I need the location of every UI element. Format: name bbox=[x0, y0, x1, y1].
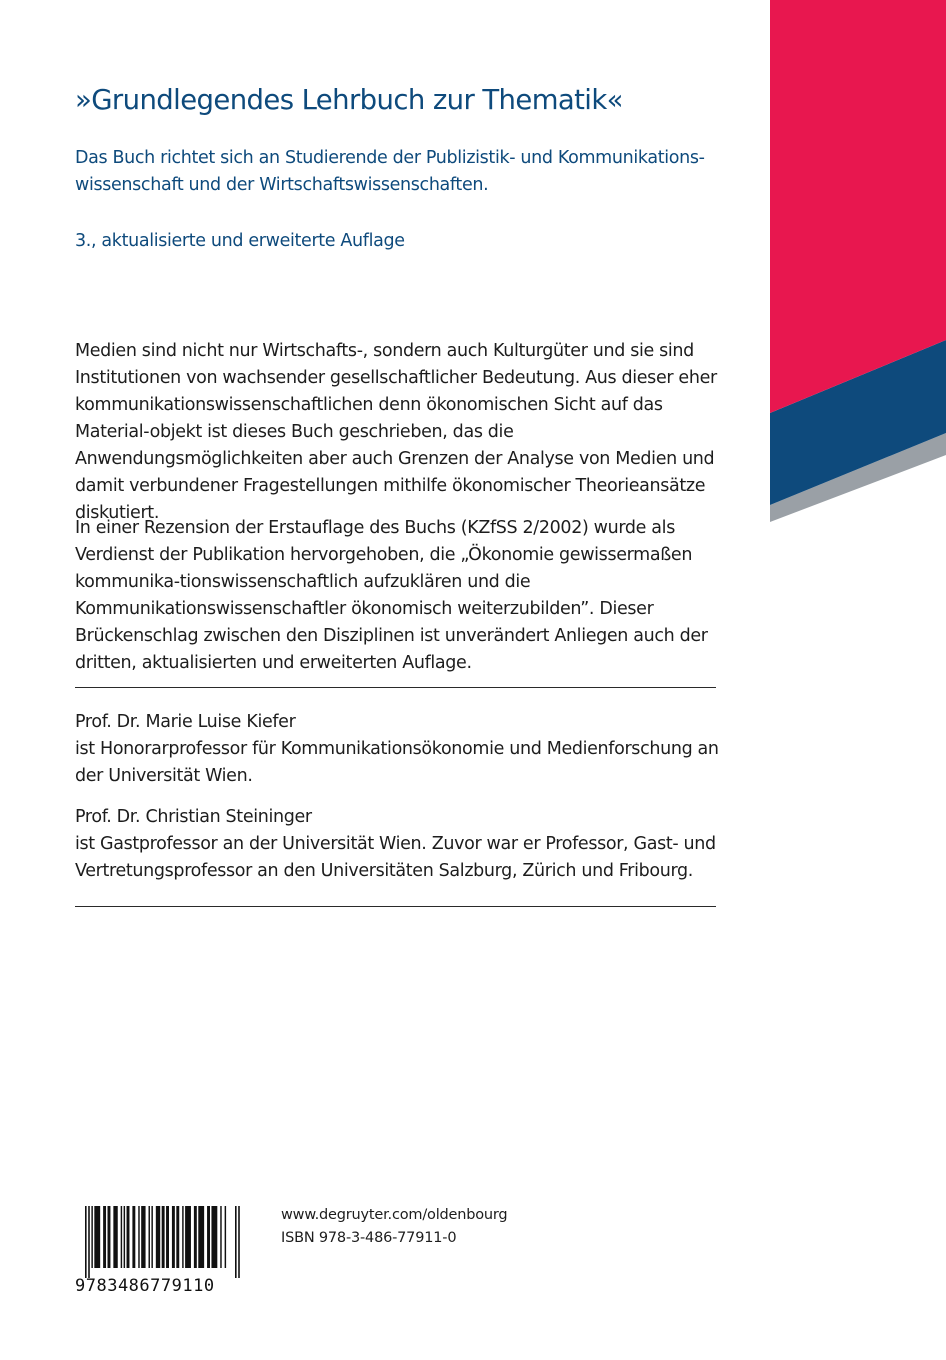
author-name: Prof. Dr. Christian Steininger bbox=[75, 807, 312, 827]
barcode-bar bbox=[91, 1206, 92, 1268]
page-title: »Grundlegendes Lehrbuch zur Thematik« bbox=[75, 84, 623, 116]
barcode-bar bbox=[138, 1206, 139, 1268]
barcode-bar bbox=[103, 1206, 106, 1268]
barcode-bar bbox=[172, 1206, 175, 1268]
barcode-bar bbox=[198, 1206, 204, 1268]
barcode-guard-bar bbox=[238, 1206, 240, 1278]
barcode-bar bbox=[225, 1206, 226, 1268]
publisher-info bbox=[281, 1204, 507, 1250]
barcode-bar bbox=[162, 1206, 165, 1268]
barcode-bar bbox=[176, 1206, 179, 1268]
barcode-bar bbox=[121, 1206, 122, 1268]
author-block-1 bbox=[75, 709, 720, 790]
author-bio: ist Gastprofessor an der Universität Wien. Zuvor war er Professor, Gast- und Vertretungsprofessor an den Universitäten Salzburg, Zürich und Fribourg. bbox=[75, 834, 716, 881]
barcode-bar bbox=[148, 1206, 149, 1268]
barcode-bar bbox=[141, 1206, 145, 1268]
barcode-bar bbox=[207, 1206, 210, 1268]
intro-line-2: wissenschaft und der Wirtschaftswissenschaften. bbox=[75, 175, 489, 195]
author-bio: ist Honorarprofessor für Kommunikationsökonomie und Medienforschung an der Universität Wien. bbox=[75, 739, 719, 786]
barcode-bar bbox=[94, 1206, 100, 1268]
cover-stripe-decoration bbox=[770, 0, 946, 530]
barcode-bar bbox=[151, 1206, 152, 1268]
barcode bbox=[75, 1206, 241, 1302]
barcode-bar bbox=[156, 1206, 160, 1268]
barcode-bar bbox=[220, 1206, 221, 1268]
barcode-bar bbox=[166, 1206, 169, 1268]
barcode-bar bbox=[211, 1206, 217, 1268]
intro-line-1: Das Buch richtet sich an Studierende der Publizistik- und Kommunikations- bbox=[75, 148, 705, 168]
author-name: Prof. Dr. Marie Luise Kiefer bbox=[75, 712, 296, 732]
barcode-bar bbox=[127, 1206, 130, 1268]
barcode-bar bbox=[132, 1206, 135, 1268]
description-paragraph-1: Medien sind nicht nur Wirtschafts-, sondern auch Kulturgüter und sie sind Institutionen von wachsender gesellschaftlicher Bedeutung. Aus dieser eher kommunikationswissenschaftlichen denn ökonomischen Sicht auf das Material-objekt ist dieses Buch geschrieben, das die Anwendungsmöglichkeiten aber auch Grenzen der Analyse von Medien und damit verbundener Fragestellungen mithilfe ökonomischer Theorieansätze diskutiert. bbox=[75, 341, 717, 523]
barcode-bar bbox=[185, 1206, 191, 1268]
barcode-bar bbox=[124, 1206, 125, 1268]
intro-text bbox=[75, 145, 715, 199]
edition-note: 3., aktualisierte und erweiterte Auflage bbox=[75, 231, 405, 251]
publisher-url: www.degruyter.com/oldenbourg bbox=[281, 1207, 508, 1223]
divider bbox=[75, 687, 716, 688]
barcode-icon bbox=[75, 1206, 241, 1278]
barcode-guard-bar bbox=[85, 1206, 87, 1278]
barcode-bar bbox=[108, 1206, 111, 1268]
divider bbox=[75, 906, 716, 907]
barcode-bar bbox=[194, 1206, 197, 1268]
barcode-digits: 9783486779110 bbox=[75, 1276, 215, 1296]
description-paragraph-2: In einer Rezension der Erstauflage des Buchs (KZfSS 2/2002) wurde als Verdienst der Publikation hervorgehoben, die „Ökonomie gewissermaßen kommunika-tionswissenschaftlich aufzuklären und die Kommunikationswissenschaftler ökonomisch weiterzubilden”. Dieser Brückenschlag zwischen den Disziplinen ist unverändert Anliegen auch der dritten, aktualisierten und erweiterten Auflage. bbox=[75, 518, 708, 673]
barcode-bar bbox=[182, 1206, 183, 1268]
barcode-guard-bar bbox=[88, 1206, 90, 1278]
author-block-2 bbox=[75, 804, 720, 885]
barcode-guard-bar bbox=[235, 1206, 237, 1278]
isbn: ISBN 978-3-486-77911-0 bbox=[281, 1230, 457, 1246]
barcode-bar bbox=[113, 1206, 117, 1268]
